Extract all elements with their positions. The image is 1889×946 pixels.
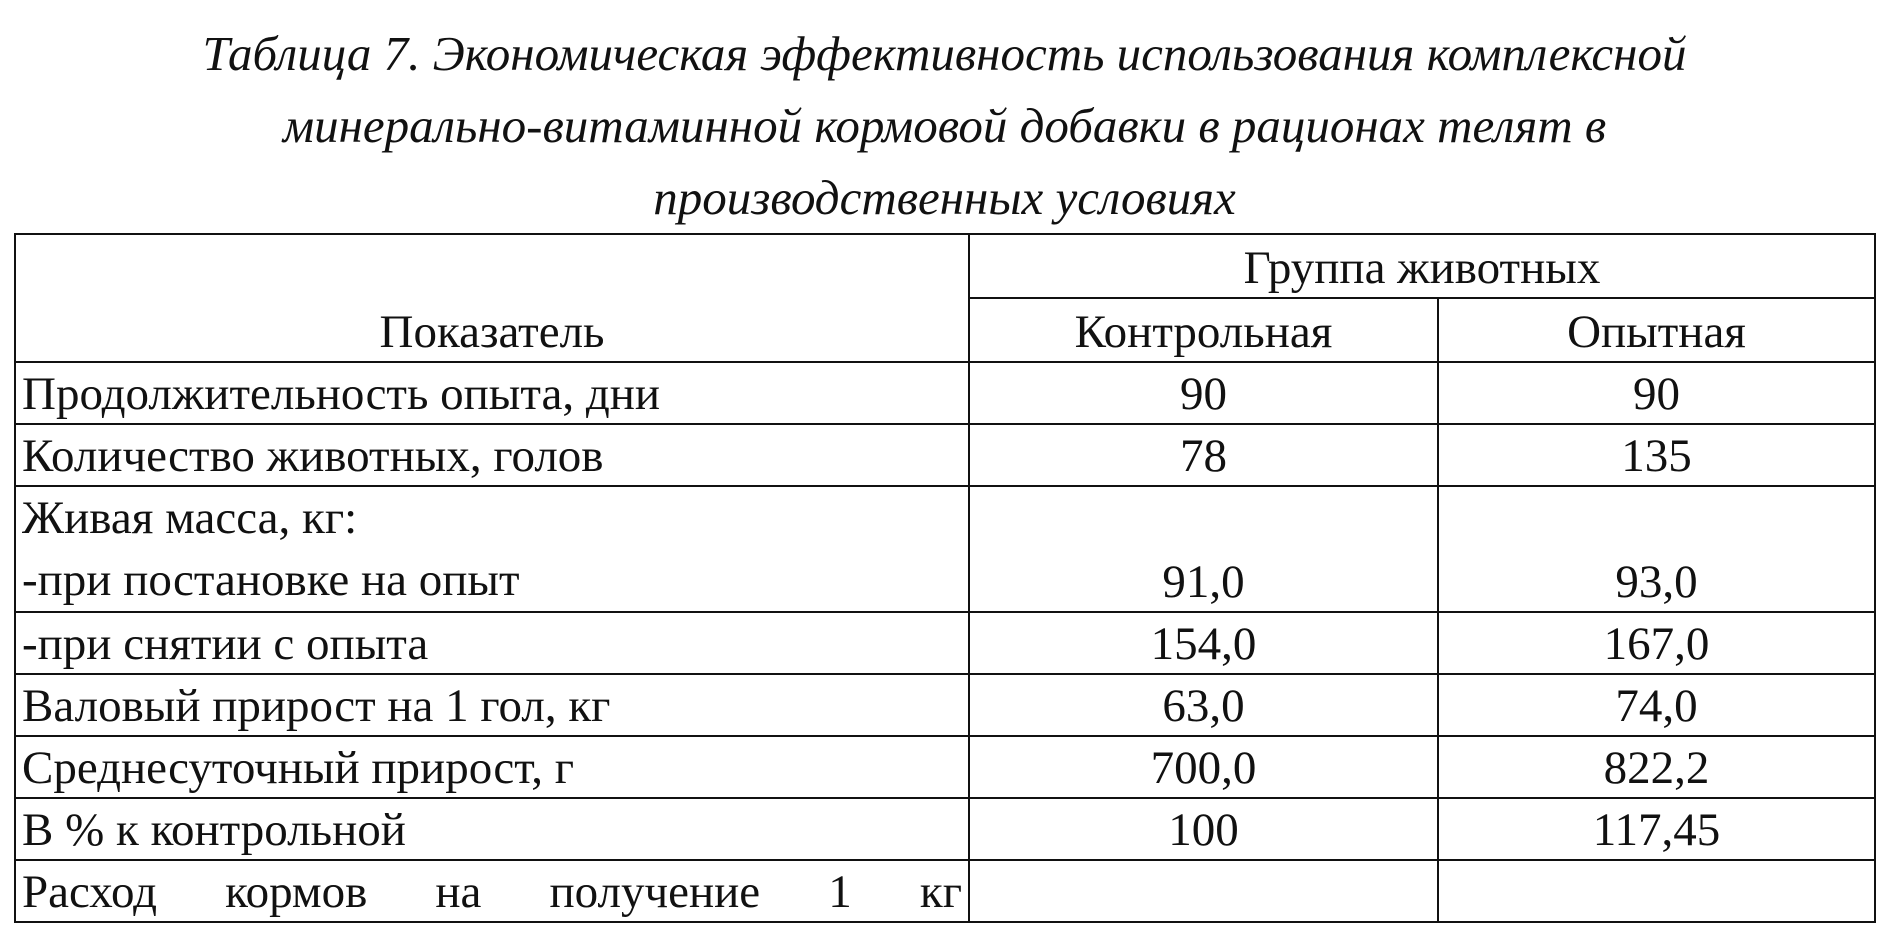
table-row bbox=[15, 860, 1875, 922]
control-value: 100 bbox=[969, 798, 1438, 860]
header-control: Контрольная bbox=[969, 298, 1438, 362]
header-animal-group: Группа животных bbox=[969, 234, 1875, 298]
experimental-value: 74,0 bbox=[1438, 674, 1875, 736]
experimental-value: 135 bbox=[1438, 424, 1875, 486]
experimental-value: 90 bbox=[1438, 362, 1875, 424]
row-label: Количество животных, голов bbox=[15, 424, 969, 486]
table-row bbox=[15, 674, 1875, 736]
experimental-value: 117,45 bbox=[1438, 798, 1875, 860]
row-label: Продолжительность опыта, дни bbox=[15, 362, 969, 424]
table-row bbox=[15, 424, 1875, 486]
control-value: 63,0 bbox=[969, 674, 1438, 736]
experimental-value: 93,0 bbox=[1438, 486, 1875, 612]
row-label-live-weight bbox=[15, 486, 969, 612]
control-value: 700,0 bbox=[969, 736, 1438, 798]
control-value: 90 bbox=[969, 362, 1438, 424]
row-label: Среднесуточный прирост, г bbox=[15, 736, 969, 798]
control-value bbox=[969, 860, 1438, 922]
row-label: Расход кормов на получение 1 кг bbox=[15, 860, 969, 922]
header-parameter: Показатель bbox=[15, 234, 969, 362]
table-row bbox=[15, 362, 1875, 424]
row-label: Валовый прирост на 1 гол, кг bbox=[15, 674, 969, 736]
caption-line-1: Таблица 7. Экономическая эффективность использования комплексной bbox=[202, 26, 1687, 81]
row-sublabel: -при постановке на опыт bbox=[22, 554, 520, 606]
experimental-value: 822,2 bbox=[1438, 736, 1875, 798]
table-row bbox=[15, 612, 1875, 674]
row-label: Живая масса, кг: bbox=[22, 492, 358, 544]
control-value: 78 bbox=[969, 424, 1438, 486]
header-experimental: Опытная bbox=[1438, 298, 1875, 362]
table-row bbox=[15, 736, 1875, 798]
table-caption bbox=[0, 18, 1889, 234]
experimental-value: 167,0 bbox=[1438, 612, 1875, 674]
row-label: В % к контрольной bbox=[15, 798, 969, 860]
efficiency-table bbox=[14, 233, 1876, 923]
caption-line-3: производственных условиях bbox=[653, 170, 1236, 225]
table-row bbox=[15, 486, 1875, 612]
control-value: 154,0 bbox=[969, 612, 1438, 674]
control-value: 91,0 bbox=[969, 486, 1438, 612]
table-row bbox=[15, 798, 1875, 860]
row-label: -при снятии с опыта bbox=[15, 612, 969, 674]
experimental-value bbox=[1438, 860, 1875, 922]
caption-line-2: минерально-витаминной кормовой добавки в рационах телят в bbox=[282, 98, 1607, 153]
